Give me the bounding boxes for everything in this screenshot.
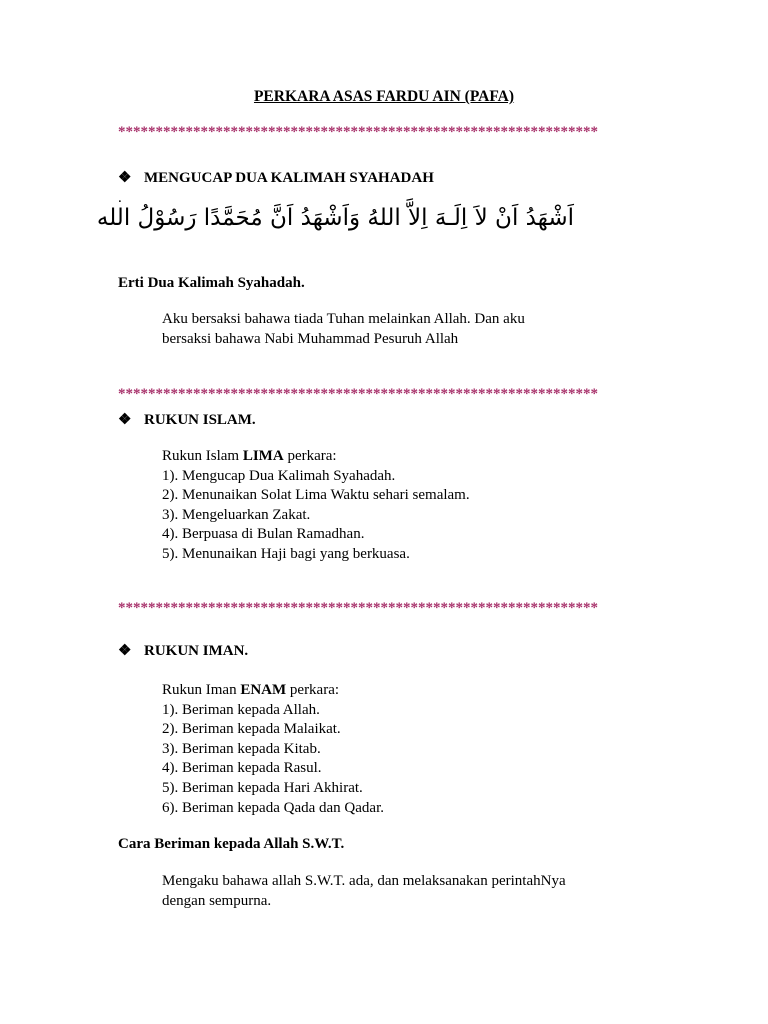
section-heading-rukun-islam: ❖ RUKUN ISLAM. xyxy=(118,412,256,428)
list-item: 6). Beriman kepada Qada dan Qadar. xyxy=(162,799,384,816)
diamond-bullet-icon: ❖ xyxy=(118,412,132,428)
list-item: 2). Beriman kepada Malaikat. xyxy=(162,721,341,738)
cara-line: dengan sempurna. xyxy=(162,892,272,909)
section-heading-syahadah: ❖ MENGUCAP DUA KALIMAH SYAHADAH xyxy=(118,170,434,186)
list-item: 3). Beriman kepada Kitab. xyxy=(162,740,321,757)
meaning-line: Aku bersaksi bahawa tiada Tuhan melainkan Allah. Dan aku xyxy=(162,311,525,327)
rukun-islam-list xyxy=(162,447,470,565)
rukun-islam-intro: Rukun Islam LIMA perkara: xyxy=(162,448,337,464)
list-item: 4). Beriman kepada Rasul. xyxy=(162,760,322,777)
stray-dot: . xyxy=(118,190,122,206)
cara-beriman-heading: Cara Beriman kepada Allah S.W.T. xyxy=(118,836,345,852)
list-item: 1). Mengucap Dua Kalimah Syahadah. xyxy=(162,467,396,484)
section-heading-rukun-iman: ❖ RUKUN IMAN. xyxy=(118,643,249,659)
meaning-heading: Erti Dua Kalimah Syahadah. xyxy=(118,275,305,291)
meaning-paragraph xyxy=(162,310,525,349)
list-item: 5). Beriman kepada Hari Akhirat. xyxy=(162,779,363,796)
rukun-iman-intro: Rukun Iman ENAM perkara: xyxy=(162,682,340,698)
separator-line: **************************************************************** xyxy=(118,386,598,402)
separator-line: **************************************************************** xyxy=(118,600,598,616)
diamond-bullet-icon: ❖ xyxy=(118,170,132,186)
cara-beriman-paragraph xyxy=(162,872,566,911)
page-title: PERKARA ASAS FARDU AIN (PAFA) xyxy=(253,88,515,105)
rukun-iman-list xyxy=(162,681,384,818)
list-item: 3). Mengeluarkan Zakat. xyxy=(162,506,311,523)
list-item: 4). Berpuasa di Bulan Ramadhan. xyxy=(162,526,365,543)
cara-line: Mengaku bahawa allah S.W.T. ada, dan melaksanakan perintahNya xyxy=(162,873,566,889)
list-item: 1). Beriman kepada Allah. xyxy=(162,701,320,718)
list-item: 5). Menunaikan Haji bagi yang berkuasa. xyxy=(162,545,410,562)
arabic-syahadah-text: اَشْهَدُ اَنْ لاَ اِلَـهَ اِلاَّ اللهُ وَاَشْهَدُ اَنَّ مُحَمَّدًا رَسُوْلُ الله xyxy=(96,205,574,231)
meaning-line: bersaksi bahawa Nabi Muhammad Pesuruh Allah xyxy=(162,330,459,347)
diamond-bullet-icon: ❖ xyxy=(118,643,132,659)
list-item: 2). Menunaikan Solat Lima Waktu sehari semalam. xyxy=(162,487,470,504)
separator-line: **************************************************************** xyxy=(118,124,598,140)
